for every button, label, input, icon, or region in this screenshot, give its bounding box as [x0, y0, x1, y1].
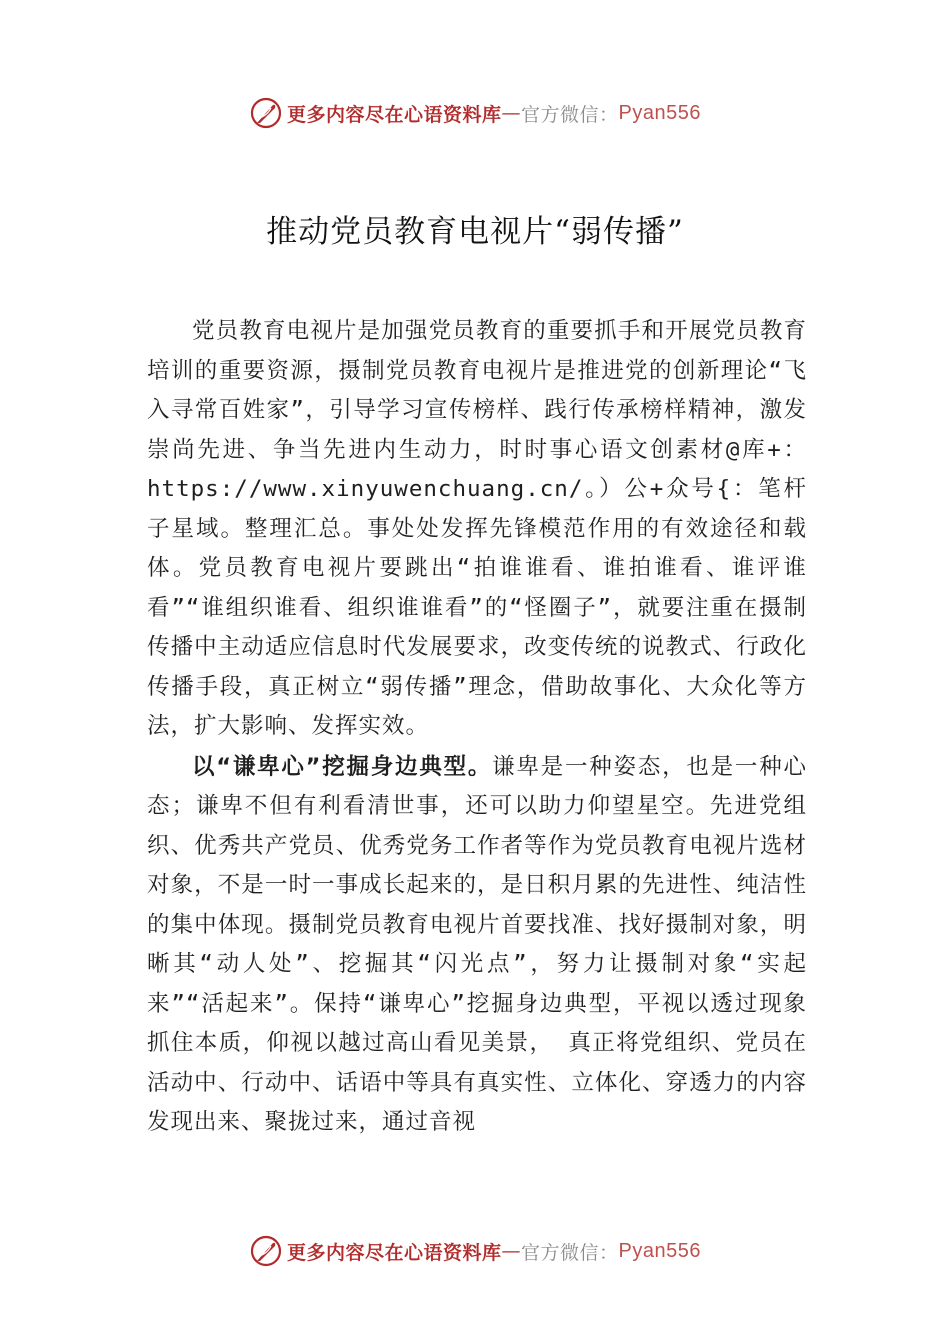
document-body — [147, 312, 807, 1143]
header-banner — [0, 96, 950, 130]
footer-separator: — — [501, 1240, 522, 1262]
quill-logo-icon — [249, 1234, 283, 1268]
header-wechat-label: 官方微信： — [521, 103, 619, 126]
footer-promo-text: 更多内容尽在心语资料库 — [287, 1241, 502, 1264]
paragraph-body-text: 谦卑是一种姿态，也是一种心态；谦卑不但有利看清世事，还可以助力仰望星空。先进党组织、优秀共产党员、优秀党务工作者等作为党员教育电视片选材对象，不是一时一事成长起来的，是日积月累的先进性、纯洁性的集中体现。摄制党员教育电视片首要找准、找好摄制对象，明晰其“动人处”、挖掘其“闪光点”，努力让摄制对象“实起来”“活起来”。保持“谦卑心”挖掘身边典型，平视以透过现象抓住本质，仰视以越过高山看见美景， 真正将党组织、党员在活动中、行动中、话语中等具有真实性、立体化、穿透力的内容发现出来、聚拢过来，通过音视 — [147, 753, 807, 1135]
paragraph-intro: 党员教育电视片是加强党员教育的重要抓手和开展党员教育培训的重要资源，摄制党员教育电视片是推进党的创新理论“飞入寻常百姓家”，引导学习宣传榜样、践行传承榜样精神，激发崇尚先进、争当先进内生动力，时时事心语文创素材@库+：https://www.xinyuwenchuang.cn/。）公+众号{：笔杆子星域。整理汇总。事处处发挥先锋模范作用的有效途径和载体。党员教育电视片要跳出“拍谁谁看、谁拍谁看、谁评谁看”“谁组织谁看、组织谁谁看”的“怪圈子”，就要注重在摄制传播中主动适应信息时代发展要求，改变传统的说教式、行政化传播手段，真正树立“弱传播”理念，借助故事化、大众化等方法，扩大影响、发挥实效。 — [147, 318, 807, 739]
footer-wechat-label: 官方微信： — [521, 1241, 619, 1264]
paragraph-lead-heading: 以“谦卑心”挖掘身边典型。 — [192, 753, 493, 780]
quill-logo-icon — [249, 96, 283, 130]
header-promo-text: 更多内容尽在心语资料库 — [287, 103, 502, 126]
paragraph-humble-heart — [147, 748, 807, 1143]
header-separator: — — [501, 102, 522, 124]
footer-wechat-id: Pyan556 — [618, 1239, 701, 1262]
document-title: 推动党员教育电视片“弱传播” — [266, 214, 684, 250]
footer-banner — [0, 1234, 950, 1268]
header-wechat-id: Pyan556 — [618, 101, 701, 124]
